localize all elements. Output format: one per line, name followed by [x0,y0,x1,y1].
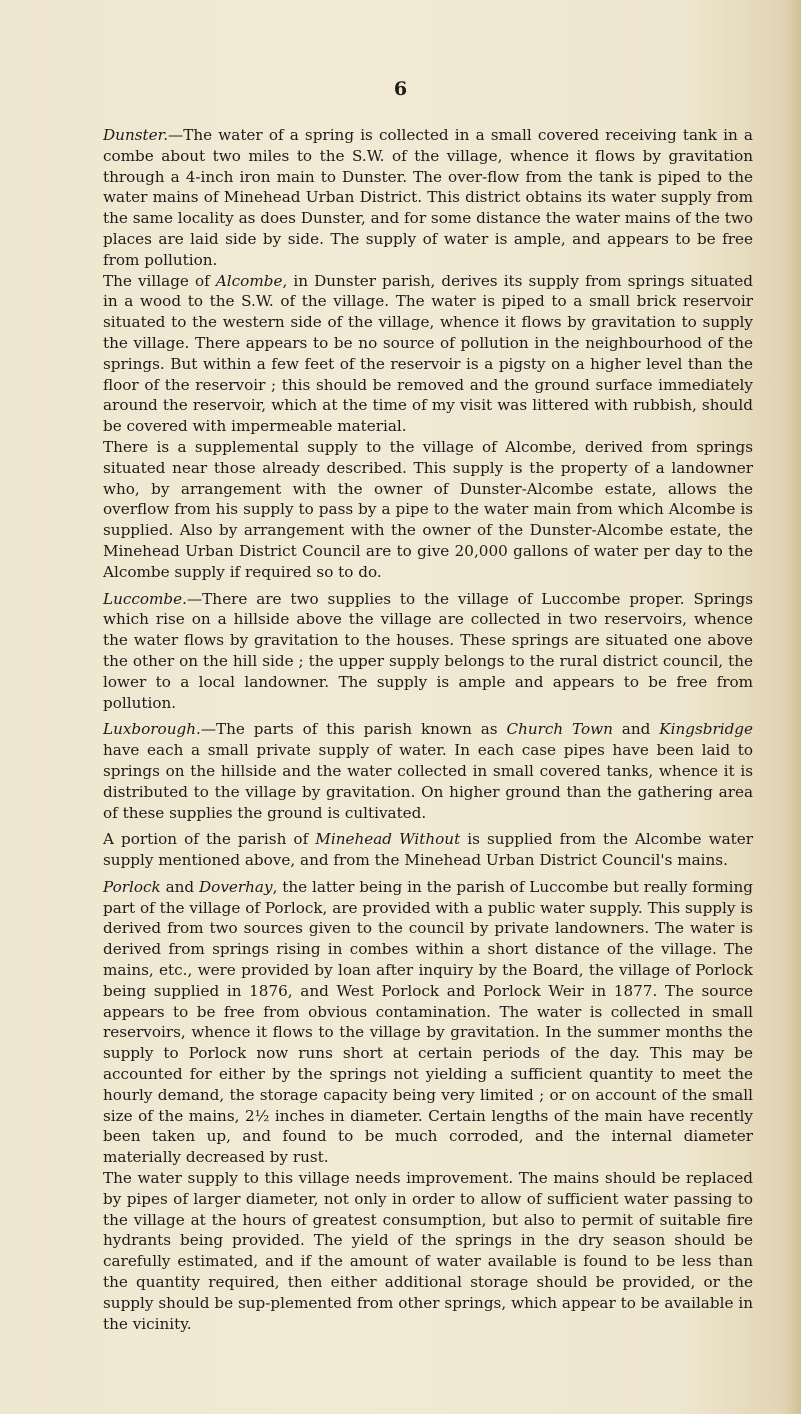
page-number: 6 [393,78,408,100]
paragraph-pre: A portion of the parish of [103,830,316,849]
paragraph-text: There is a supplemental supply to the village of Alcombe, derived from springs situated near those already described. This supply is the property of a landowner who, by arrangement with the owner of Dunster-Alcombe estate, allows the overflow from his supply to pass by a pipe to the water main from which Alcombe is supplied. Also by arrangement with the owner of the Dunster-Alcombe estate, the Minehead Urban District Council are to give 20,000 gallons of water per day to the Alcombe supply if required so to do. [103,437,753,581]
paragraph-lead: Dunster. [103,126,169,144]
page-edge-shadow [787,0,801,1414]
paragraph-lead: Luccombe. [103,589,187,608]
paragraph-minehead-without [103,829,753,871]
place-name-church-town: Church Town [506,720,613,739]
paragraph-text: The water supply to this village needs improvement. The mains should be replaced by pipes of larger diameter, not only in order to allow of sufficient water passing to the village at the hours of greatest consumption, but also to permit of suitable fire hydrants being provided. The yield of the springs in the dry season should be carefully estimated, and if the amount of water available is found to be less than the quantity required, then either additional storage should be provided, or the supply should be sup-plemented from other springs, which appear to be available in the vicinity. [103,1169,753,1333]
paragraph-luxborough [103,719,753,823]
paragraph-porlock-improvement [103,1168,753,1334]
paragraph-alcombe-supplemental [103,437,753,583]
paragraph-lead-2: Doverhay [199,877,273,896]
paragraph-lead: Porlock [103,877,161,896]
paragraph-luccombe [103,589,753,714]
paragraph-pre: The village of [103,271,216,290]
paragraph-text: is supplied from the Alcombe water supply mentioned above, and from the Minehead Urban District Council's mains. [103,830,753,870]
paragraph-text: and [612,720,660,739]
place-name-kingsbridge: Kingsbridge [659,720,754,739]
paragraph-mid: and [160,877,199,896]
paragraph-lead: Luxborough. [103,720,201,739]
body-text [103,125,753,1334]
paragraph-alcombe [103,271,753,437]
paragraph-lead: Minehead Without [315,830,461,849]
paragraph-text: —The parts of this parish known as [200,720,507,739]
paragraph-lead: Alcombe [215,271,283,290]
paragraph-text: , the latter being in the parish of Luccombe but really forming part of the village of Porlock, are provided with a public water supply. This supply is derived from two sources given to the council by private landowners. The water is derived from springs rising in combes within a short distance of the village. The mains, etc., were provided by loan after inquiry by the Board, the village of Porlock being supplied in 1876, and West Porlock and Porlock Weir in 1877. The source appears to be free from obvious contamination. The water is collected in small reservoirs, whence it flows to the village by gravitation. In the summer months the supply to Porlock now runs short at certain periods of the day. This may be accounted for either by the springs not yielding a sufficient quantity to meet the hourly demand, the storage capacity being very limited ; or on account of the small size of the mains, 2½ inches in diameter. Certain lengths of the main have recently been taken up, and found to be much corroded, and the internal diameter materially decreased by rust. [103,877,753,1167]
paragraph-text: have each a small private supply of water. In each case pipes have been laid to springs on the hillside and the water collected in small covered tanks, whence it is distributed to the village by gravitation. On higher ground than the gathering area of these supplies the ground is cultivated. [103,741,753,822]
paragraph-dunster [103,125,753,271]
paragraph-text: —The water of a spring is collected in a small covered receiving tank in a combe about two miles to the S.W. of the village, whence it flows by gravitation through a 4-inch iron main to Dunster. The over-flow from the tank is piped to the water mains of Minehead Urban District. This district obtains its water supply from the same locality as does Dunster, and for some distance the water mains of the two places are laid side by side. The supply of water is ample, and appears to be free from pollution. [103,126,753,269]
paragraph-porlock [103,877,753,1168]
paragraph-text: —There are two supplies to the village of Luccombe proper. Springs which rise on a hillside above the village are collected in two reservoirs, whence the water flows by gravitation to the houses. These springs are situated one above the other on the hill side ; the upper supply belongs to the rural district council, the lower to a local landowner. The supply is ample and appears to be free from pollution. [103,589,753,712]
paragraph-text: , in Dunster parish, derives its supply from springs situated in a wood to the S.W. of the village. The water is piped to a small brick reservoir situated to the western side of the village, whence it flows by gravitation to supply the village. There appears to be no source of pollution in the neighbourhood of the springs. But within a few feet of the reservoir is a pigsty on a higher level than the floor of the reservoir ; this should be removed and the ground surface immediately around the reservoir, which at the time of my visit was littered with rubbish, should be covered with impermeable material. [103,271,753,436]
